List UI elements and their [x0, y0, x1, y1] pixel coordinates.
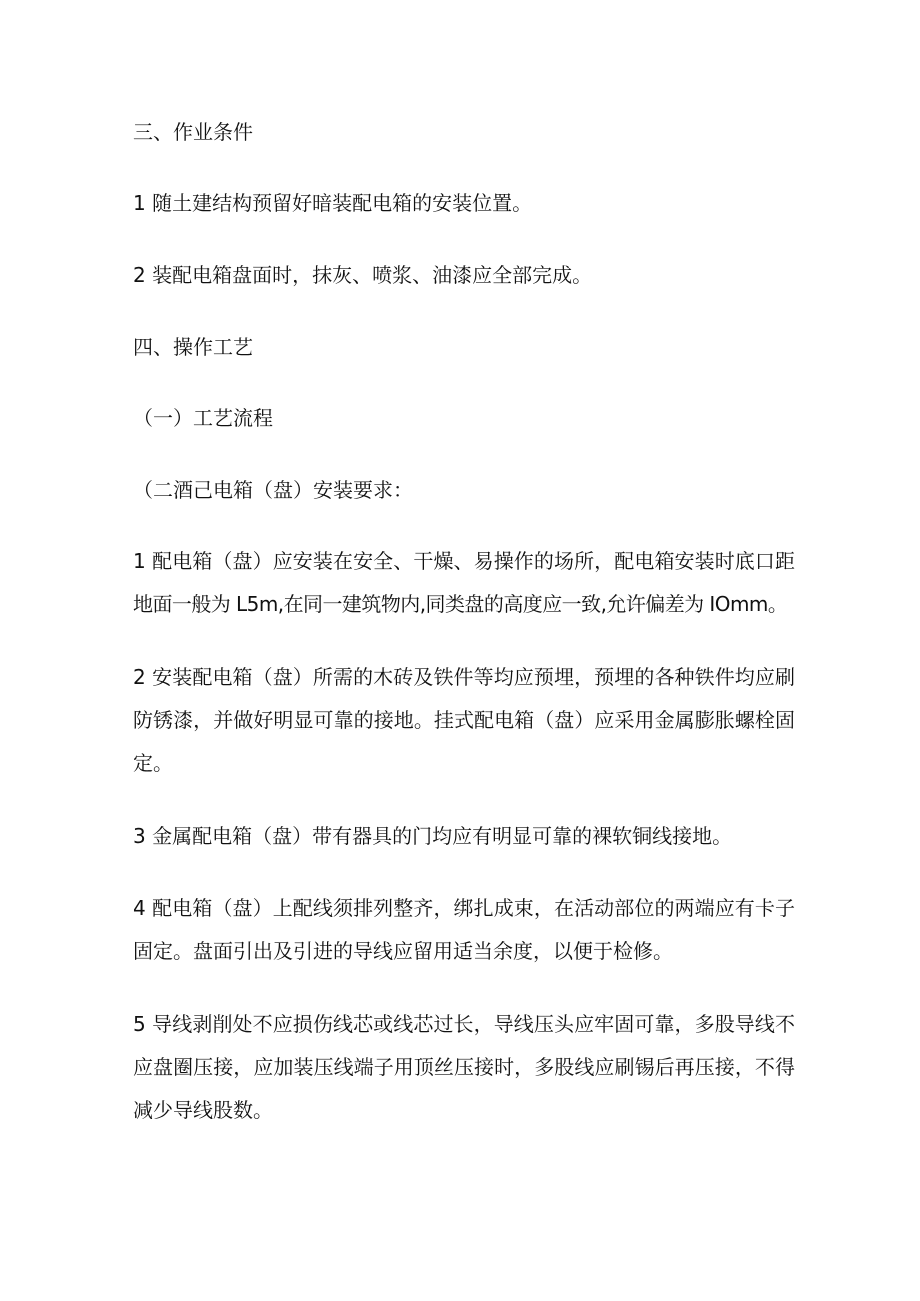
paragraph-item: [133, 656, 795, 785]
paragraph-item: [133, 540, 795, 626]
text-line: 2 安装配电箱（盘）所需的木砖及铁件等均应预埋，预埋的各种铁件均应刷: [133, 665, 795, 689]
paragraph-item: [133, 182, 795, 225]
text-line: 减少导线股数。: [133, 1098, 273, 1122]
text-line: 1 配电箱（盘）应安装在安全、干燥、易操作的场所，配电箱安装时底口距: [133, 549, 795, 573]
text-line: 地面一般为 L5m,在同一建筑物内,同类盘的高度应一致,允许偏差为 IOmm。: [133, 592, 788, 616]
subsection-heading: [133, 397, 795, 440]
paragraph-item: [133, 254, 795, 297]
section-heading-work-conditions: [133, 111, 795, 154]
text-line: 2 装配电箱盘面时，抹灰、喷浆、油漆应全部完成。: [133, 263, 593, 287]
text-line: 5 导线剥削处不应损伤线芯或线芯过长，导线压头应牢固可靠，多股导线不: [133, 1012, 795, 1036]
text-line: 1 随土建结构预留好暗装配电箱的安装位置。: [133, 191, 533, 215]
text-line: 4 配电箱（盘）上配线须排列整齐，绑扎成束，在活动部位的两端应有卡子: [133, 896, 795, 920]
text-line: 定。: [133, 751, 173, 775]
text-line: 防锈漆，并做好明显可靠的接地。挂式配电箱（盘）应采用金属膨胀螺栓固: [133, 708, 795, 732]
text-line: 3 金属配电箱（盘）带有器具的门均应有明显可靠的裸软铜线接地。: [133, 824, 733, 848]
text-line: 三、作业条件: [133, 120, 253, 144]
paragraph-item: [133, 1003, 795, 1132]
paragraph-item: [133, 815, 795, 858]
section-heading-operation-process: [133, 326, 795, 369]
text-line: 应盘圈压接，应加装压线端子用顶丝压接时，多股线应刷锡后再压接，不得: [133, 1055, 795, 1079]
text-line: （一）工艺流程: [133, 406, 273, 430]
paragraph-item: [133, 887, 795, 973]
subsection-heading: [133, 469, 795, 512]
text-line: （二酒己电箱（盘）安装要求：: [133, 478, 413, 502]
text-line: 四、操作工艺: [133, 335, 253, 359]
text-line: 固定。盘面引出及引进的导线应留用适当余度，以便于检修。: [133, 939, 673, 963]
